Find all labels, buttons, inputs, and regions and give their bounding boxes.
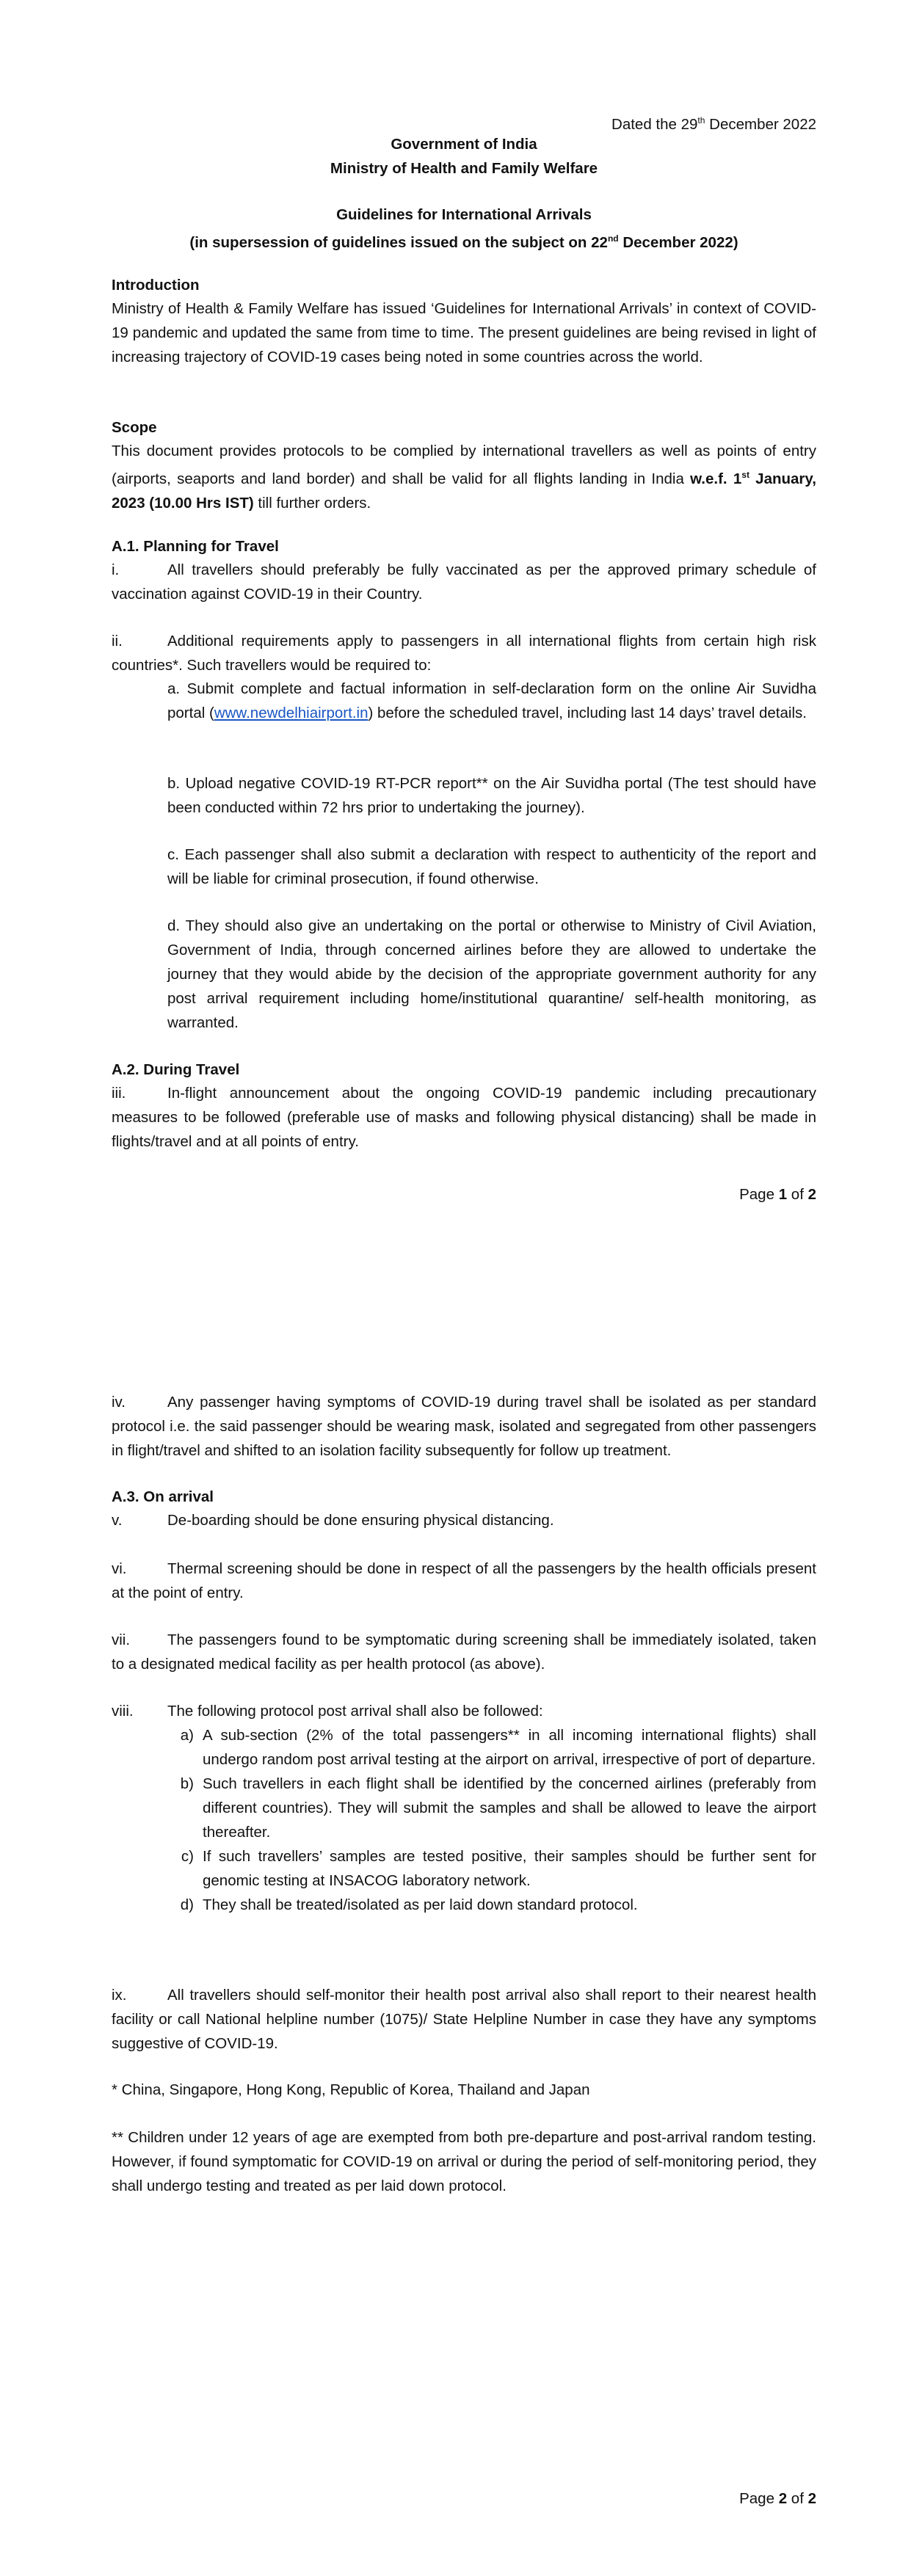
item-iii: iii. In-flight announcement about the ongoing COVID-19 pandemic including precautionary measures to be followed (preferable use of masks and following physical distancing) shall be made in flights/travel and at all points of entry. xyxy=(112,1085,816,1150)
intro-text: Ministry of Health & Family Welfare has issued ‘Guidelines for International Arrivals’ in context of COVID-19 pandemic and updated the same from time to time. The present guidelines are being revised in light of increasing trajectory of COVID-19 cases being noted in some countries across the world. xyxy=(112,300,816,365)
arrival-protocol-list xyxy=(167,1723,816,1917)
item-ii: ii. Additional requirements apply to passengers in all international flights from certain high risk countries*. Such travellers would be required to: xyxy=(112,633,816,674)
section-a2-heading: A.2. During Travel xyxy=(112,1061,240,1078)
sub-item-a: a. Submit complete and factual information in self-declaration form on the online Air Suvidha portal (www.newdelhiairport.in) before the scheduled travel, including last 14 days’ travel details. xyxy=(167,680,816,721)
list-item: c) If such travellers’ samples are tested positive, their samples should be further sent for genomic testing at INSACOG laboratory network. xyxy=(181,1848,816,1889)
scope-heading: Scope xyxy=(112,419,157,436)
item-vi: vi. Thermal screening should be done in respect of all the passengers by the health officials present at the point of entry. xyxy=(112,1560,816,1601)
list-item: a) A sub-section (2% of the total passengers** in all incoming international flights) shall undergo random post arrival testing at the airport on arrival, irrespective of port of departure. xyxy=(180,1727,816,1768)
list-item: d) They shall be treated/isolated as per laid down standard protocol. xyxy=(180,1896,638,1913)
page-number-1: Page 1 of 2 xyxy=(739,1186,816,1203)
air-suvidha-link[interactable]: www.newdelhiairport.in xyxy=(214,705,369,721)
page-number-2: Page 2 of 2 xyxy=(739,2490,816,2507)
date-line: Dated the 29th December 2022 xyxy=(611,115,816,133)
item-ix: ix. All travellers should self-monitor their health post arrival also shall report to their nearest health facility or call National helpline number (1075)/ State Helpline Number in case they have any symptoms suggestive of COVID-19. xyxy=(112,1987,816,2052)
item-iv: iv. Any passenger having symptoms of COVID-19 during travel shall be isolated as per standard protocol i.e. the said passenger should be wearing mask, isolated and segregated from other passengers in flight/travel and shifted to an isolation facility subsequently for follow up treatment. xyxy=(112,1394,816,1459)
document-title: Guidelines for International Arrivals xyxy=(336,206,592,223)
item-vii: vii. The passengers found to be symptomatic during screening shall be immediately isolated, taken to a designated medical facility as per health protocol (as above). xyxy=(112,1631,816,1673)
item-i: i. All travellers should preferably be fully vaccinated as per the approved primary schedule of vaccination against COVID-19 in their Country. xyxy=(112,561,816,603)
ministry-name: Ministry of Health and Family Welfare xyxy=(330,160,598,177)
footnote-children: ** Children under 12 years of age are exempted from both pre-departure and post-arrival random testing. However, if found symptomatic for COVID-19 on arrival or during the period of self-monitoring period, they shall undergo testing and treated as per laid down protocol. xyxy=(112,2129,816,2194)
item-viii: viii. The following protocol post arrival shall also be followed: xyxy=(112,1703,543,1720)
sub-item-b: b. Upload negative COVID-19 RT-PCR report** on the Air Suvidha portal (The test should have been conducted within 72 hrs prior to undertaking the journey). xyxy=(167,775,816,816)
section-a3-heading: A.3. On arrival xyxy=(112,1488,214,1505)
sub-item-c: c. Each passenger shall also submit a declaration with respect to authenticity of the report and will be liable for criminal prosecution, if found otherwise. xyxy=(167,846,816,887)
sub-item-d: d. They should also give an undertaking on the portal or otherwise to Ministry of Civil Aviation, Government of India, through concerned airlines before they are allowed to undertake the journey that they would abide by the decision of the appropriate government authority for any post arrival requirement including home/institutional quarantine/ self-health monitoring, as warranted. xyxy=(167,917,816,1031)
footnote-countries: * China, Singapore, Hong Kong, Republic of Korea, Thailand and Japan xyxy=(112,2081,590,2098)
section-a1-heading: A.1. Planning for Travel xyxy=(112,538,279,555)
intro-heading: Introduction xyxy=(112,277,200,294)
item-v: v. De-boarding should be done ensuring physical distancing. xyxy=(112,1512,554,1529)
list-item: b) Such travellers in each flight shall be identified by the concerned airlines (preferably from different countries). They will submit the samples and shall be allowed to leave the airport thereafter. xyxy=(180,1775,816,1841)
org-name: Government of India xyxy=(391,136,537,153)
scope-text: This document provides protocols to be complied by international travellers as well as points of entry (airports, seaports and land border) and shall be valid for all flights landing in India w.e.f. 1st January, 2023 (10.00 Hrs IST) till further orders. xyxy=(112,443,816,512)
document-subtitle: (in supersession of guidelines issued on the subject on 22nd December 2022) xyxy=(189,233,738,251)
